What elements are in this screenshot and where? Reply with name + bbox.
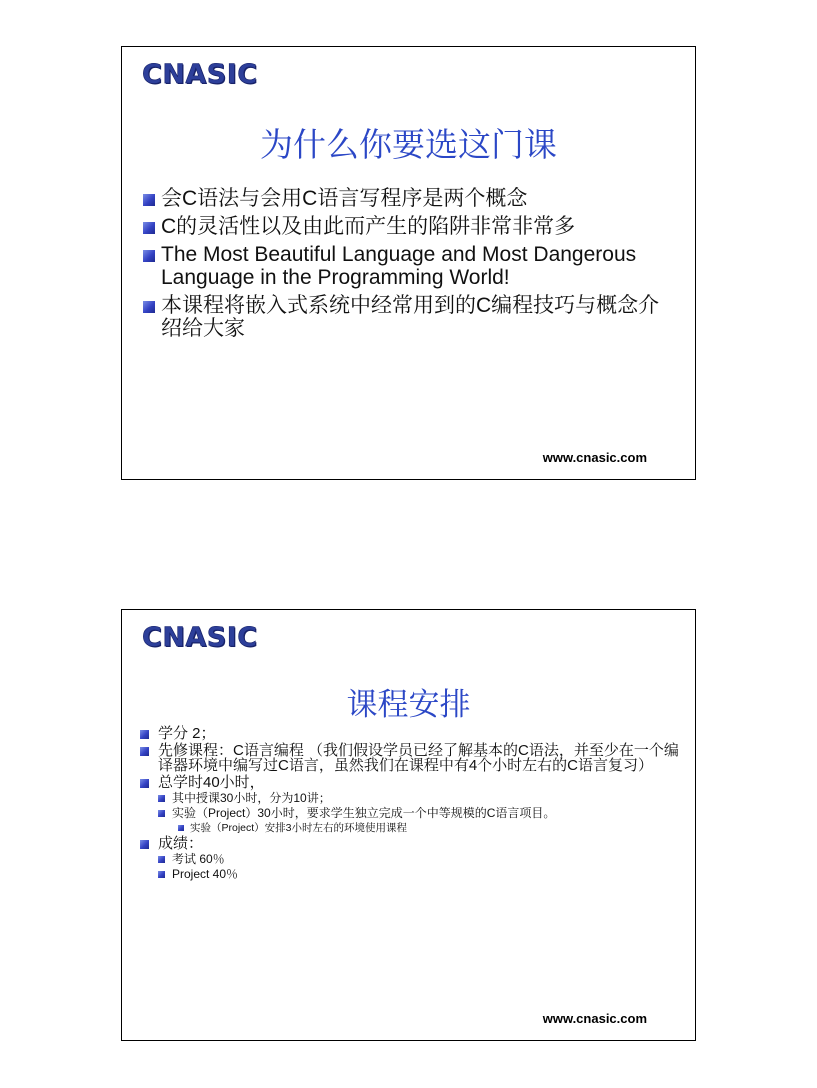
footer-url: www.cnasic.com <box>542 450 647 465</box>
cnasic-logo: CNASIC <box>142 59 258 90</box>
bullet-list <box>140 726 680 883</box>
slide-title: 课程安排 <box>346 687 471 723</box>
slide-course-schedule <box>121 609 696 1041</box>
square-bullet-icon <box>140 730 149 739</box>
square-bullet-icon <box>158 795 165 802</box>
square-bullet-icon <box>143 222 155 234</box>
bullet-text: C的灵活性以及由此而产生的陷阱非常非常多 <box>161 215 576 238</box>
list-item <box>158 868 680 881</box>
list-item <box>140 743 680 773</box>
bullet-list <box>143 187 673 345</box>
slide-why-this-course <box>121 46 696 480</box>
bullet-text: 成绩： <box>158 835 204 852</box>
bullet-text: 先修课程：C语言编程 （我们假设学员已经了解基本的C语法，并至少在一个编译器环境中编写过C语言，虽然我们在课程中有4个小时左右的C语言复习） <box>158 742 679 774</box>
bullet-text: 学分 2； <box>158 725 216 742</box>
list-item <box>143 187 673 210</box>
square-bullet-icon <box>158 810 165 817</box>
bullet-text: 实验（Project）30小时，要求学生独立完成一个中等规模的C语言项目。 <box>172 806 556 820</box>
list-item <box>143 243 673 289</box>
square-bullet-icon <box>140 779 149 788</box>
footer-url: www.cnasic.com <box>542 1011 647 1026</box>
bullet-text: 本课程将嵌入式系统中经常用到的C编程技巧与概念介绍给大家 <box>161 294 660 340</box>
bullet-text: 其中授课30小时，分为10讲； <box>172 791 331 805</box>
list-item <box>158 853 680 866</box>
square-bullet-icon <box>140 840 149 849</box>
list-item <box>143 215 673 238</box>
list-item <box>178 822 680 834</box>
list-item <box>140 836 680 851</box>
bullet-text: 总学时40小时， <box>158 774 265 791</box>
square-bullet-icon <box>158 856 165 863</box>
bullet-text: 实验（Project）安排3小时左右的环境使用课程 <box>190 822 408 834</box>
square-bullet-icon <box>140 747 149 756</box>
list-item <box>143 294 673 340</box>
square-bullet-icon <box>158 871 165 878</box>
bullet-text: Project 40％ <box>172 867 239 881</box>
list-item <box>140 775 680 790</box>
square-bullet-icon <box>143 194 155 206</box>
list-item <box>158 807 680 820</box>
slide-title: 为什么你要选这门课 <box>260 125 557 164</box>
bullet-text: 会C语法与会用C语言写程序是两个概念 <box>161 187 528 210</box>
square-bullet-icon <box>143 301 155 313</box>
cnasic-logo: CNASIC <box>142 622 258 653</box>
square-bullet-icon <box>178 825 184 831</box>
list-item <box>140 726 680 741</box>
bullet-text: 考试 60％ <box>172 852 225 866</box>
list-item <box>158 792 680 805</box>
square-bullet-icon <box>143 250 155 262</box>
bullet-text: The Most Beautiful Language and Most Dangerous Language in the Programming World! <box>161 243 637 289</box>
